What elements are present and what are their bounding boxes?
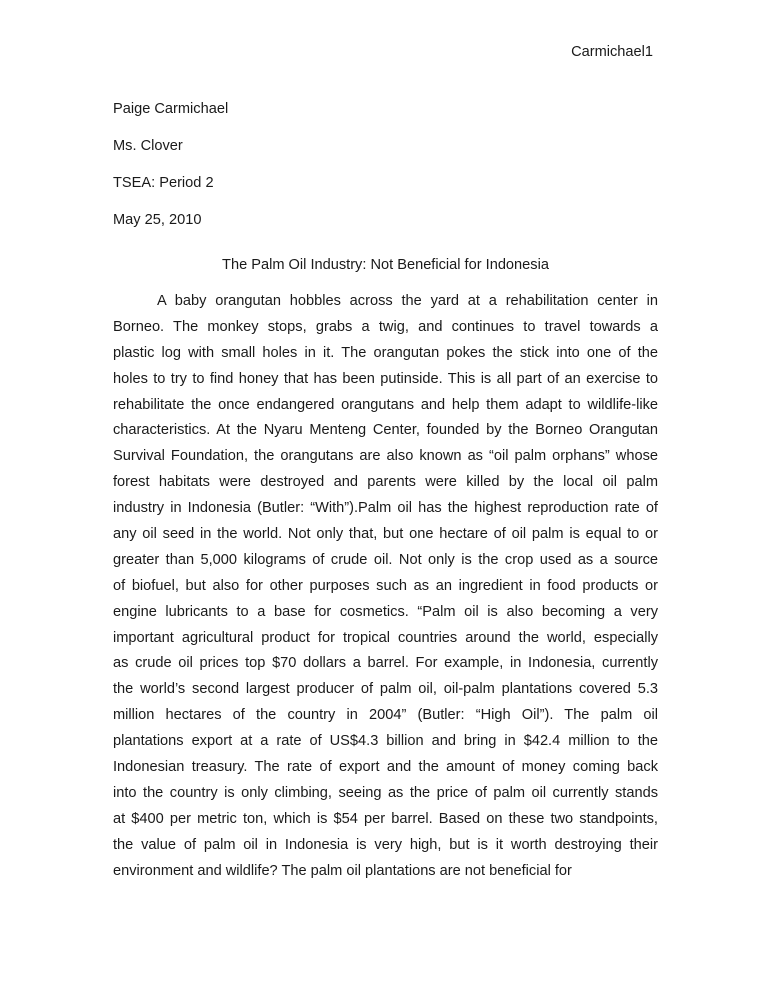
body-line: engine lubricants to a base for cosmetics. “Palm oil is also becoming a very <box>113 603 658 620</box>
body-line: into the country is only climbing, seeing as the price of palm oil currently stands <box>113 784 658 801</box>
body-line: forest habitats were destroyed and parents were killed by the local oil palm <box>113 474 658 491</box>
body-line: any oil seed in the world. Not only that, but one hectare of oil palm is equal to or <box>113 526 658 543</box>
body-line: environment and wildlife? The palm oil plantations are not beneficial for <box>113 862 572 879</box>
body-line: the value of palm oil in Indonesia is very high, but is it worth destroying their <box>113 836 658 853</box>
body-line: characteristics. At the Nyaru Menteng Center, founded by the Borneo Orangutan <box>113 422 658 439</box>
body-line: million hectares of the country in 2004” (Butler: “High Oil”). The palm oil <box>113 707 658 724</box>
mla-heading <box>113 91 658 239</box>
body-line: greater than 5,000 kilograms of crude oil. Not only is the crop used as a source <box>113 551 658 568</box>
body-line: holes to try to find honey that has been putinside. This is all part of an exercise to <box>113 370 658 387</box>
body-line: A baby orangutan hobbles across the yard at a rehabilitation center in <box>157 293 658 309</box>
body-line: plastic log with small holes in it. The orangutan pokes the stick into one of the <box>113 344 658 361</box>
course-name: TSEA: Period 2 <box>113 175 214 191</box>
body-line: important agricultural product for tropical countries around the world, especially <box>113 629 658 646</box>
body-line: the world’s second largest producer of palm oil, oil-palm plantations covered 5.3 <box>113 681 658 698</box>
body-line: Indonesian treasury. The rate of export and the amount of money coming back <box>113 759 658 776</box>
body-line: Borneo. The monkey stops, grabs a twig, and continues to travel towards a <box>113 318 658 335</box>
body-line: Survival Foundation, the orangutans are also known as “oil palm orphans” whose <box>113 448 658 465</box>
body-line: at $400 per metric ton, which is $54 per barrel. Based on these two standpoints, <box>113 810 658 827</box>
document-title: The Palm Oil Industry: Not Beneficial for Indonesia <box>222 257 549 273</box>
body-line: industry in Indonesia (Butler: “With”).Palm oil has the highest reproduction rate of <box>113 500 658 517</box>
body-line: plantations export at a rate of US$4.3 billion and bring in $42.4 million to the <box>113 733 658 750</box>
running-header: Carmichael1 <box>571 44 653 60</box>
date: May 25, 2010 <box>113 212 202 228</box>
body-line: of biofuel, but also for other purposes such as an ingredient in food products or <box>113 577 658 594</box>
body-line: rehabilitate the once endangered orangutans and help them adapt to wildlife-like <box>113 396 658 413</box>
instructor-name: Ms. Clover <box>113 138 183 154</box>
body-paragraph <box>113 289 658 884</box>
body-line: as crude oil prices top $70 dollars a barrel. For example, in Indonesia, currently <box>113 655 658 672</box>
author-name: Paige Carmichael <box>113 101 229 117</box>
